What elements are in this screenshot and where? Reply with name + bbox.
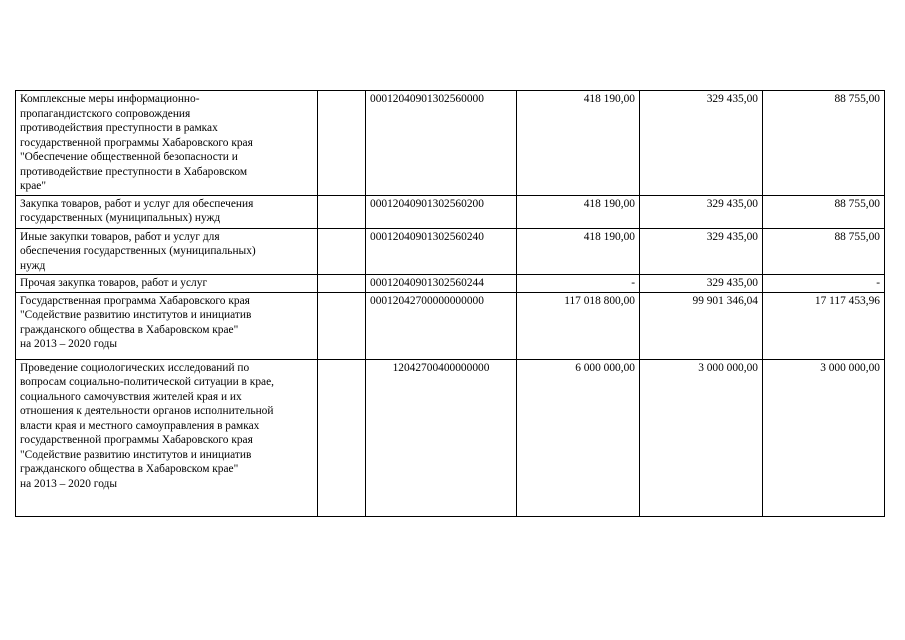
row-name-cell bbox=[16, 228, 318, 275]
amount-executed: 329 435,00 bbox=[640, 275, 763, 293]
amount-approved: 117 018 800,00 bbox=[517, 292, 640, 359]
amount-approved: 418 190,00 bbox=[517, 228, 640, 275]
amount-executed: 3 000 000,00 bbox=[640, 359, 763, 516]
amount-approved: 418 190,00 bbox=[517, 195, 640, 228]
budget-code: 00012042700000000000 bbox=[366, 292, 517, 359]
table-row bbox=[16, 292, 885, 359]
empty-cell bbox=[318, 292, 366, 359]
amount-executed: 99 901 346,04 bbox=[640, 292, 763, 359]
row-name: Государственная программа Хабаровского края "Содействие развитию институтов и инициатив гражданского общества в Хабаровском крае" на 2013 – 2020 годы bbox=[20, 294, 252, 350]
table-row bbox=[16, 228, 885, 275]
amount-approved: - bbox=[517, 275, 640, 293]
row-name-cell bbox=[16, 195, 318, 228]
row-name: Проведение социологических исследований по вопросам социально-политической ситуации в крае, социального самочувствия жителей края и их отношения к деятельности органов исполнительной власти края и местного самоуправления в рамках государственной программы Хабаровского края "Содействие развитию институтов и инициатив гражданского общества в Хабаровском крае" на 2013 – 2020 годы bbox=[20, 361, 274, 490]
table-row bbox=[16, 195, 885, 228]
table-row bbox=[16, 275, 885, 293]
row-name-cell bbox=[16, 275, 318, 293]
budget-code: 00012040901302560240 bbox=[366, 228, 517, 275]
amount-unexecuted: 88 755,00 bbox=[763, 228, 885, 275]
amount-executed: 329 435,00 bbox=[640, 91, 763, 196]
row-name: Иные закупки товаров, работ и услуг для обеспечения государственных (муниципальных) нужд bbox=[20, 230, 256, 272]
budget-code: 00012040901302560000 bbox=[366, 91, 517, 196]
row-name: Прочая закупка товаров, работ и услуг bbox=[20, 277, 208, 289]
row-name: Комплексные меры информационно- пропагандистского сопровождения противодействия преступности в рамках государственной программы Хабаровского края "Обеспечение общественной безопасности и противодействие преступности в Хабаровском крае" bbox=[20, 93, 253, 192]
budget-code: 00012040901302560200 bbox=[366, 195, 517, 228]
table-row bbox=[16, 91, 885, 196]
amount-approved: 6 000 000,00 bbox=[517, 359, 640, 516]
budget-table-sheet bbox=[15, 90, 884, 517]
amount-unexecuted: 17 117 453,96 bbox=[763, 292, 885, 359]
empty-cell bbox=[318, 195, 366, 228]
row-name: Закупка товаров, работ и услуг для обеспечения государственных (муниципальных) нужд bbox=[20, 197, 254, 224]
empty-cell bbox=[318, 91, 366, 196]
budget-table bbox=[15, 90, 885, 517]
amount-executed: 329 435,00 bbox=[640, 228, 763, 275]
budget-code: 12042700400000000 bbox=[366, 359, 517, 516]
row-name-cell bbox=[16, 91, 318, 196]
amount-unexecuted: 3 000 000,00 bbox=[763, 359, 885, 516]
amount-unexecuted: 88 755,00 bbox=[763, 195, 885, 228]
amount-unexecuted: 88 755,00 bbox=[763, 91, 885, 196]
row-name-cell bbox=[16, 292, 318, 359]
empty-cell bbox=[318, 359, 366, 516]
table-row bbox=[16, 359, 885, 516]
row-name-cell bbox=[16, 359, 318, 516]
amount-executed: 329 435,00 bbox=[640, 195, 763, 228]
amount-unexecuted: - bbox=[763, 275, 885, 293]
empty-cell bbox=[318, 228, 366, 275]
amount-approved: 418 190,00 bbox=[517, 91, 640, 196]
budget-code: 00012040901302560244 bbox=[366, 275, 517, 293]
empty-cell bbox=[318, 275, 366, 293]
